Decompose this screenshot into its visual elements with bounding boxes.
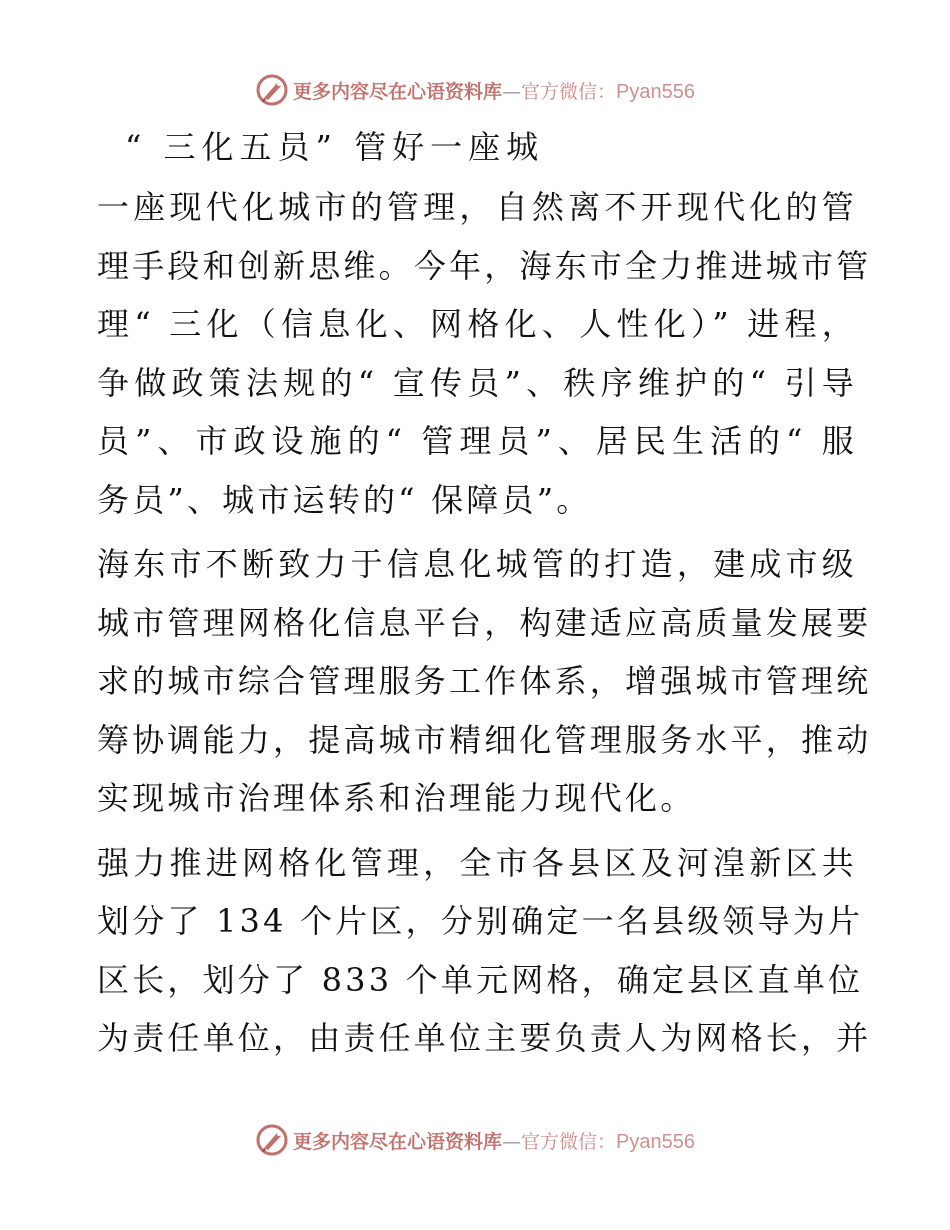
paragraph-line: 员”、市政设施的“ 管理员”、居民生活的“ 服 bbox=[97, 422, 857, 460]
paragraph-line: 区长，划分了 833 个单元网格，确定县区直单位 bbox=[97, 960, 864, 999]
document-body bbox=[97, 118, 872, 1074]
watermark-wechat-id: Pyan556 bbox=[616, 80, 695, 103]
paragraph-line: 一座现代化城市的管理，自然离不开现代化的管 bbox=[97, 188, 857, 226]
paragraph-line: 为责任单位，由责任单位主要负责人为网格长，并 bbox=[97, 1019, 872, 1057]
watermark-group bbox=[255, 73, 695, 107]
paragraph-line: 理“ 三化（信息化、网格化、人性化）” 进程， bbox=[97, 305, 857, 343]
paragraph-line: 筹协调能力，提高城市精细化管理服务水平，推动 bbox=[97, 720, 872, 759]
paragraph-line: 划分了 134 个片区，分别确定一名县级领导为片 bbox=[97, 902, 864, 940]
watermark-separator: — bbox=[502, 80, 522, 103]
paragraph-line: 城市管理网格化信息平台，构建适应高质量发展要 bbox=[97, 603, 872, 642]
watermark-text bbox=[293, 1127, 695, 1154]
watermark-separator: — bbox=[502, 1130, 522, 1153]
watermark-suffix: 官方微信： bbox=[521, 1130, 617, 1153]
pen-logo-icon bbox=[255, 1123, 289, 1157]
paragraph-3 bbox=[97, 834, 872, 1068]
paragraph-line: 强力推进网格化管理，全市各县区及河湟新区共 bbox=[97, 843, 857, 882]
document-title: “ 三化五员” 管好一座城 bbox=[125, 128, 545, 166]
pen-logo-icon bbox=[255, 73, 289, 107]
watermark-header bbox=[0, 70, 950, 110]
paragraph-line: 理手段和创新思维。今年，海东市全力推进城市管 bbox=[97, 246, 872, 285]
paragraph-1 bbox=[97, 178, 872, 529]
paragraph-line: 争做政策法规的“ 宣传员”、秩序维护的“ 引导 bbox=[97, 363, 857, 402]
paragraph-2 bbox=[97, 535, 872, 828]
watermark-footer bbox=[0, 1120, 950, 1160]
watermark-suffix: 官方微信： bbox=[521, 80, 617, 103]
watermark-main-text: 更多内容尽在心语资料库 bbox=[293, 80, 503, 103]
watermark-text bbox=[293, 77, 695, 104]
paragraph-line: 实现城市治理体系和治理能力现代化。 bbox=[97, 779, 696, 817]
paragraph-line: 海东市不断致力于信息化城管的打造，建成市级 bbox=[97, 545, 857, 583]
paragraph-line: 务员”、城市运转的“ 保障员”。 bbox=[97, 480, 592, 519]
watermark-main-text: 更多内容尽在心语资料库 bbox=[293, 1130, 503, 1153]
watermark-wechat-id: Pyan556 bbox=[616, 1130, 695, 1153]
watermark-group bbox=[255, 1123, 695, 1157]
paragraph-line: 求的城市综合管理服务工作体系，增强城市管理统 bbox=[97, 662, 872, 700]
